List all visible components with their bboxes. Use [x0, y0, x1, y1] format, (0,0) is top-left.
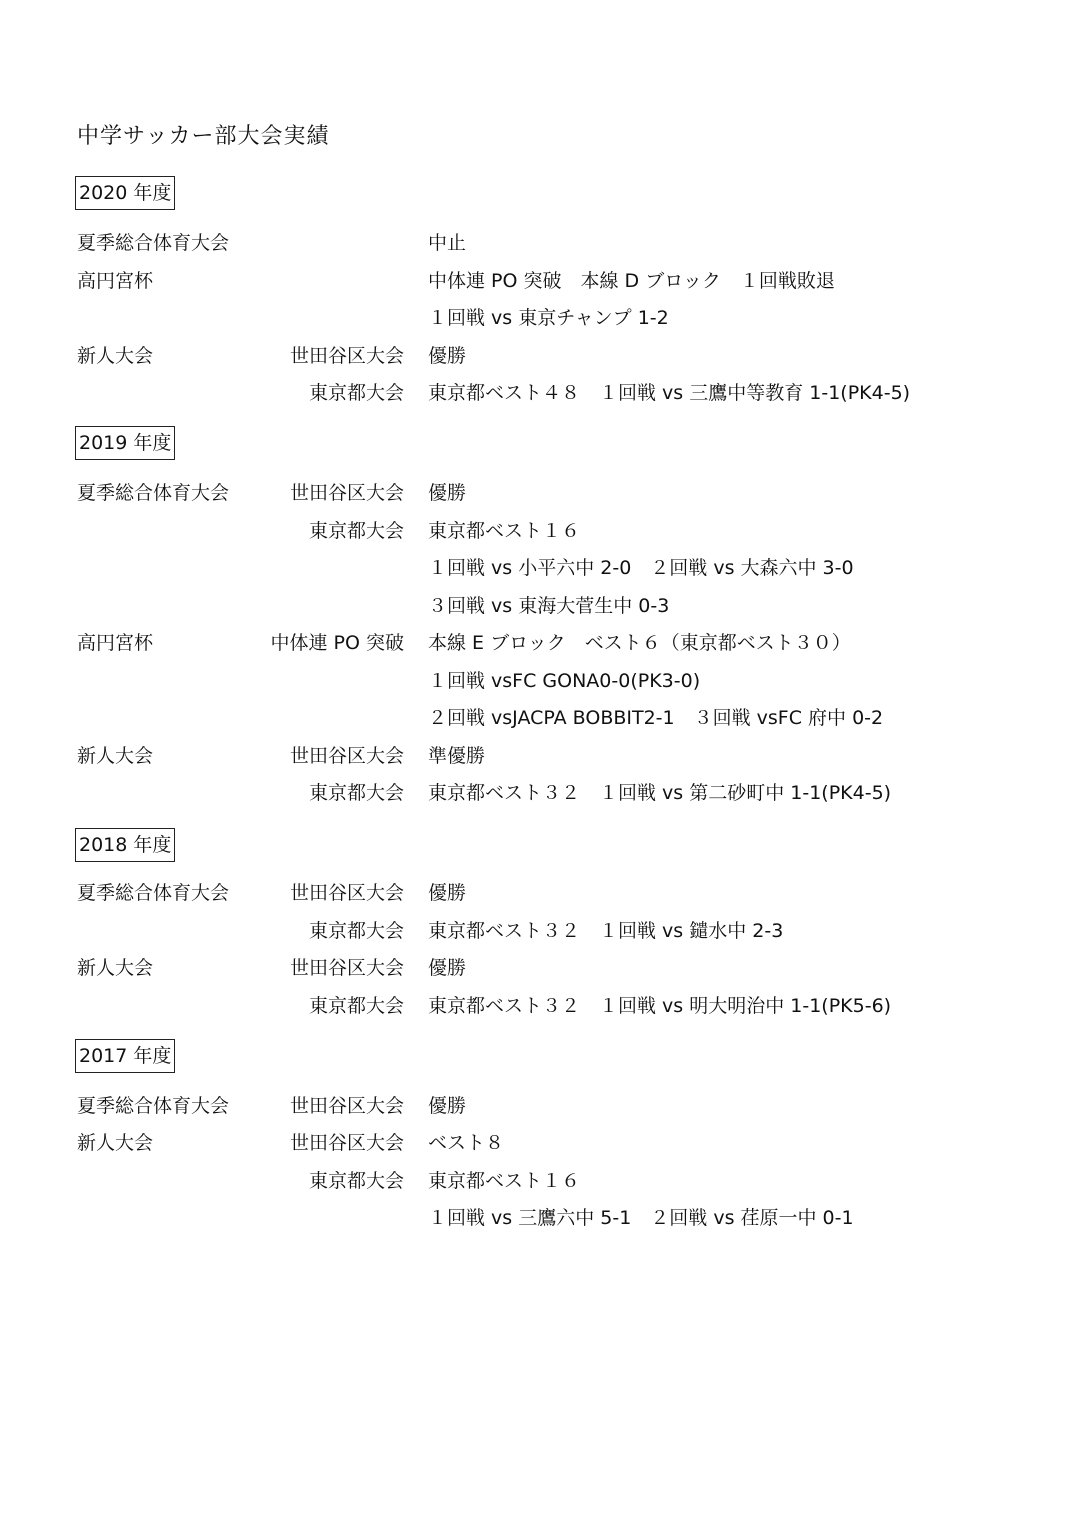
- result-text: 東京都ベスト１６: [428, 520, 581, 542]
- competition-level: 世田谷区大会: [289, 957, 404, 979]
- competition-level: 東京都大会: [308, 1170, 404, 1192]
- event-name: 新人大会: [77, 745, 154, 767]
- result-row: [0, 953, 1075, 983]
- event-name: 夏季総合体育大会: [77, 232, 230, 254]
- result-text: ２回戦 vsJACPA BOBBIT2-1 ３回戦 vsFC 府中 0-2: [428, 707, 884, 729]
- competition-level: 世田谷区大会: [289, 745, 404, 767]
- competition-level: 東京都大会: [308, 520, 404, 542]
- result-text: ３回戦 vs 東海大菅生中 0-3: [428, 595, 670, 617]
- result-row: [0, 991, 1075, 1021]
- result-row: [0, 703, 1075, 733]
- year-heading-2017: 2017 年度: [75, 1039, 175, 1073]
- result-row: [0, 478, 1075, 508]
- result-row: [0, 553, 1075, 583]
- result-text: １回戦 vsFC GONA0-0(PK3-0): [428, 670, 701, 692]
- competition-level: 世田谷区大会: [289, 882, 404, 904]
- result-text: ベスト８: [428, 1132, 505, 1154]
- event-name: 高円宮杯: [77, 632, 154, 654]
- result-text: 優勝: [428, 482, 467, 504]
- result-row: [0, 916, 1075, 946]
- competition-level: 中体連 PO 突破: [270, 632, 404, 654]
- result-row: [0, 628, 1075, 658]
- result-row: [0, 228, 1075, 258]
- result-row: [0, 666, 1075, 696]
- result-row: [0, 1091, 1075, 1121]
- competition-level: 東京都大会: [308, 920, 404, 942]
- result-text: 中体連 PO 突破 本線 D ブロック １回戦敗退: [428, 270, 835, 292]
- competition-level: 東京都大会: [308, 995, 404, 1017]
- result-text: １回戦 vs 小平六中 2-0 ２回戦 vs 大森六中 3-0: [428, 557, 854, 579]
- competition-level: 東京都大会: [308, 382, 404, 404]
- event-name: 夏季総合体育大会: [77, 882, 230, 904]
- result-row: [0, 591, 1075, 621]
- result-text: １回戦 vs 三鷹六中 5-1 ２回戦 vs 荏原一中 0-1: [428, 1207, 854, 1229]
- result-text: 東京都ベスト３２ １回戦 vs 鑓水中 2-3: [428, 920, 784, 942]
- event-name: 新人大会: [77, 345, 154, 367]
- result-text: 準優勝: [428, 745, 486, 767]
- result-text: 中止: [428, 232, 467, 254]
- result-row: [0, 378, 1075, 408]
- result-row: [0, 778, 1075, 808]
- result-row: [0, 878, 1075, 908]
- result-row: [0, 516, 1075, 546]
- competition-level: 東京都大会: [308, 782, 404, 804]
- result-text: 優勝: [428, 882, 467, 904]
- result-row: [0, 341, 1075, 371]
- result-row: [0, 1128, 1075, 1158]
- competition-level: 世田谷区大会: [289, 482, 404, 504]
- event-name: 高円宮杯: [77, 270, 154, 292]
- result-text: 優勝: [428, 345, 467, 367]
- result-row: [0, 1203, 1075, 1233]
- result-row: [0, 741, 1075, 771]
- event-name: 夏季総合体育大会: [77, 1095, 230, 1117]
- competition-level: 世田谷区大会: [289, 1095, 404, 1117]
- year-heading-2019: 2019 年度: [75, 426, 175, 460]
- result-text: 優勝: [428, 957, 467, 979]
- event-name: 夏季総合体育大会: [77, 482, 230, 504]
- result-row: [0, 1166, 1075, 1196]
- result-text: 東京都ベスト１６: [428, 1170, 581, 1192]
- year-heading-2020: 2020 年度: [75, 176, 175, 210]
- result-text: 東京都ベスト４８ １回戦 vs 三鷹中等教育 1-1(PK4-5): [428, 382, 911, 404]
- event-name: 新人大会: [77, 957, 154, 979]
- competition-level: 世田谷区大会: [289, 1132, 404, 1154]
- result-text: １回戦 vs 東京チャンプ 1-2: [428, 307, 669, 329]
- event-name: 新人大会: [77, 1132, 154, 1154]
- result-text: 東京都ベスト３２ １回戦 vs 第二砂町中 1-1(PK4-5): [428, 782, 892, 804]
- year-heading-2018: 2018 年度: [75, 828, 175, 862]
- result-text: 東京都ベスト３２ １回戦 vs 明大明治中 1-1(PK5-6): [428, 995, 892, 1017]
- document-title: 中学サッカー部大会実績: [77, 124, 330, 149]
- result-row: [0, 303, 1075, 333]
- result-text: 本線 E ブロック ベスト６（東京都ベスト３０）: [428, 632, 851, 654]
- competition-level: 世田谷区大会: [289, 345, 404, 367]
- result-text: 優勝: [428, 1095, 467, 1117]
- result-row: [0, 266, 1075, 296]
